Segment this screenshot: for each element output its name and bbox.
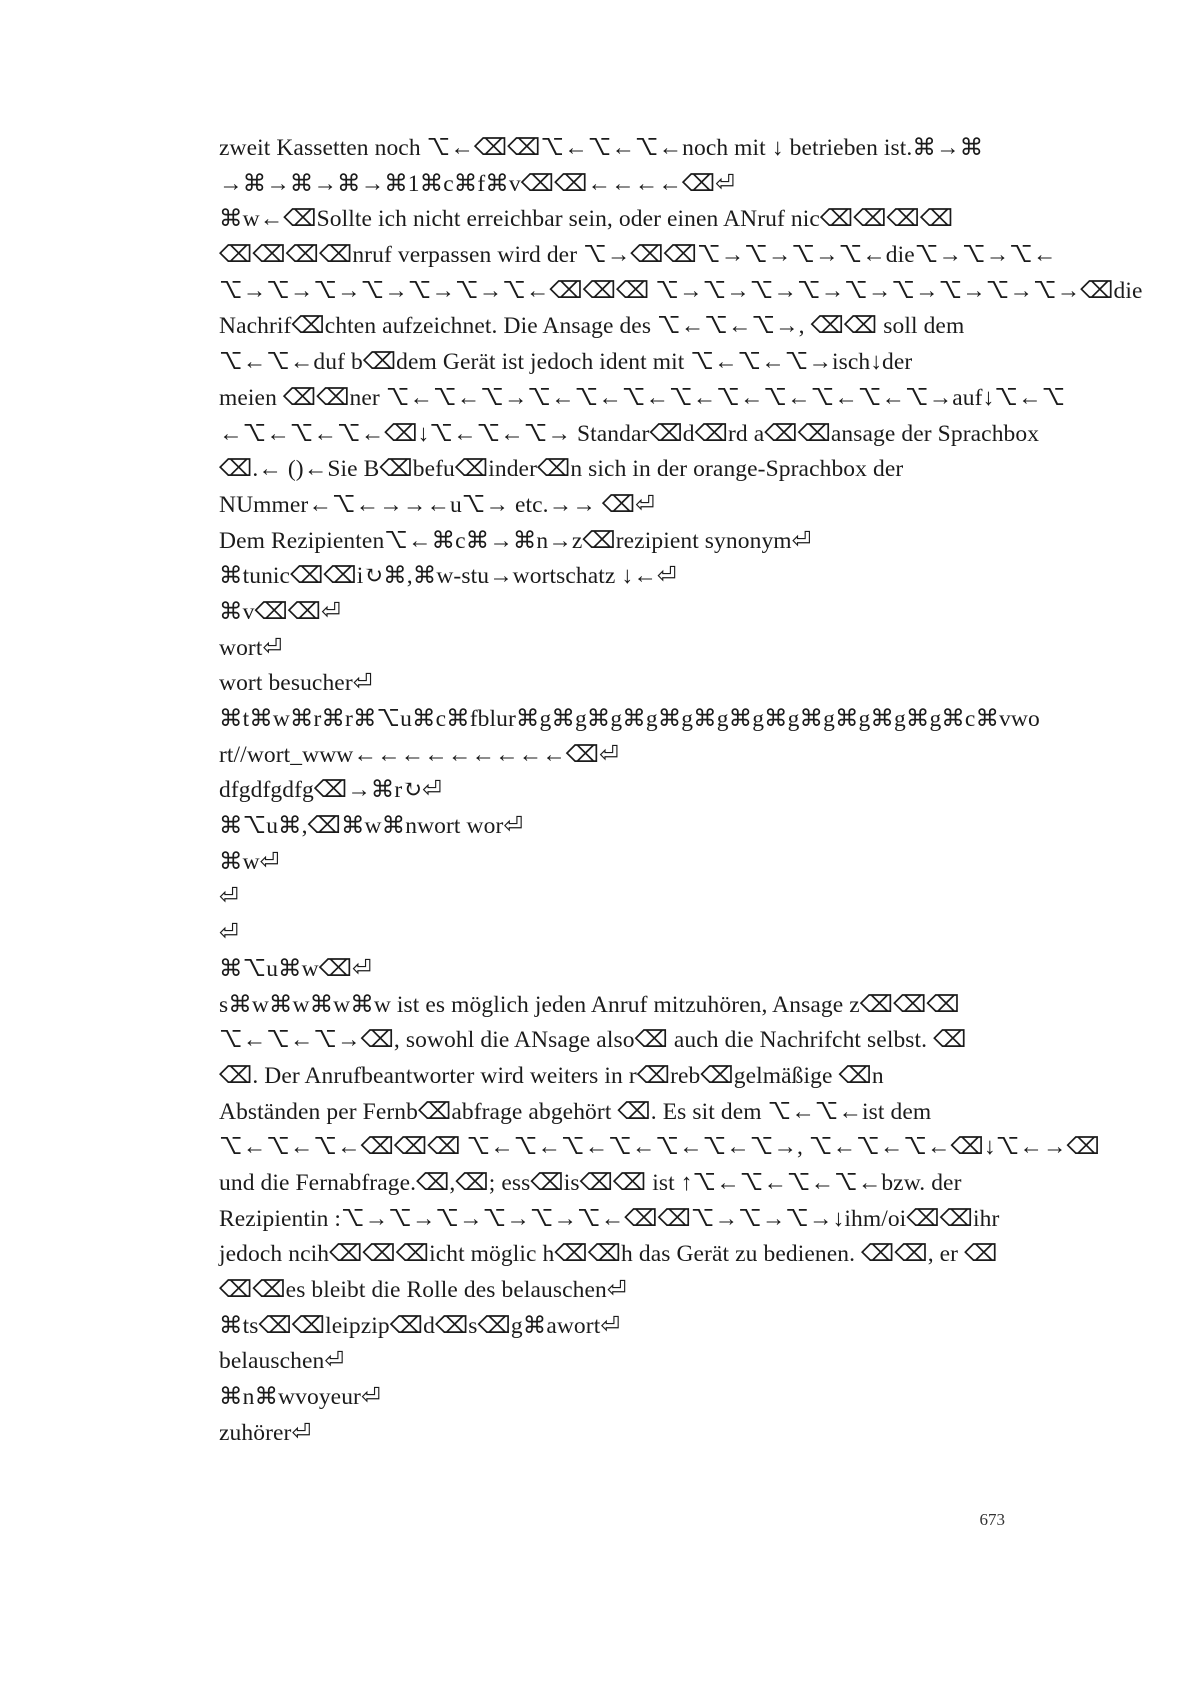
text-line: belauschen⏎ — [219, 1348, 345, 1375]
text-line: ⌘⌥u⌘,⌫⌘w⌘nwort wor⏎ — [219, 813, 524, 840]
text-line: →⌘→⌘→⌘→⌘1⌘c⌘f⌘v⌫⌫←←←←⌫⏎ — [219, 170, 735, 197]
text-line: ⌫⌫es bleibt die Rolle des belauschen⏎ — [219, 1277, 627, 1303]
text-line: und die Fernabfrage.⌫,⌫; ess⌫is⌫⌫ ist ↑⌥←⌥←⌥←⌥←bzw. der — [219, 1169, 962, 1196]
text-line: ⌫.← ()←Sie B⌫befu⌫inder⌫n sich in der orange-Sprachbox der — [219, 456, 904, 483]
text-line: dfgdfgdfg⌫→⌘r↻⏎ — [219, 777, 442, 804]
text-line: rt//wort_www←←←←←←←←←⌫⏎ — [219, 741, 619, 768]
text-line: ⌘ts⌫⌫leipzip⌫d⌫s⌫g⌘awort⏎ — [219, 1312, 621, 1339]
text-line: ⌘tunic⌫⌫i↻⌘,⌘w-stu→wortschatz ↓←⏎ — [219, 563, 677, 590]
text-line: ⌘t⌘w⌘r⌘r⌘⌥u⌘c⌘fblur⌘g⌘g⌘g⌘g⌘g⌘g⌘g⌘g⌘g⌘g⌘g⌘g⌘c⌘vwo — [219, 706, 1040, 732]
text-line: ⌥←⌥←duf b⌫dem Gerät ist jedoch ident mit ⌥←⌥←⌥→isch↓der — [219, 349, 913, 376]
page-number: 673 — [979, 1510, 1005, 1529]
text-line: zweit Kassetten noch ⌥←⌫⌫⌥←⌥←⌥←noch mit ↓ betrieben ist.⌘→⌘ — [219, 135, 984, 161]
text-line: ⌘⌥u⌘w⌫⏎ — [219, 955, 372, 982]
text-line: ⏎ — [219, 884, 239, 911]
text-line: Rezipientin :⌥→⌥→⌥→⌥→⌥→⌥←⌫⌫⌥→⌥→⌥→↓ihm/oi⌫⌫ihr — [219, 1205, 1000, 1232]
text-line: ←⌥←⌥←⌥←⌫↓⌥←⌥←⌥→ Standar⌫d⌫rd a⌫⌫ansage der Sprachbox — [219, 420, 1040, 447]
text-line: ⏎ — [219, 920, 239, 947]
text-line: wort⏎ — [219, 634, 283, 661]
text-line: jedoch ncih⌫⌫⌫icht möglic h⌫⌫h das Gerät zu bedienen. ⌫⌫, er ⌫ — [219, 1241, 998, 1268]
body-text — [219, 131, 1143, 1451]
text-line: wort besucher⏎ — [219, 670, 373, 697]
text-line: ⌫. Der Anrufbeantworter wird weiters in r⌫reb⌫gelmäßige ⌫n — [219, 1062, 884, 1089]
text-line: ⌘n⌘wvoyeur⏎ — [219, 1384, 381, 1411]
text-line: ⌘w⏎ — [219, 848, 280, 875]
text-line: ⌥→⌥→⌥→⌥→⌥→⌥→⌥←⌫⌫⌫ ⌥→⌥→⌥→⌥→⌥→⌥→⌥→⌥→⌥→⌫die — [219, 277, 1143, 304]
text-line: meien ⌫⌫ner ⌥←⌥←⌥→⌥←⌥←⌥←⌥←⌥←⌥←⌥←⌥←⌥→auf↓⌥←⌥ — [219, 384, 1066, 411]
text-line: ⌘v⌫⌫⏎ — [219, 598, 341, 625]
text-line: s⌘w⌘w⌘w⌘w ist es möglich jeden Anruf mitzuhören, Ansage z⌫⌫⌫ — [219, 991, 960, 1018]
text-line: zuhörer⏎ — [219, 1419, 312, 1446]
text-line: NUmmer←⌥←→→←u⌥→ etc.→→ ⌫⏎ — [219, 491, 655, 518]
text-line: ⌘w←⌫Sollte ich nicht erreichbar sein, oder einen ANruf nic⌫⌫⌫⌫ — [219, 206, 954, 233]
text-line: Nachrif⌫chten aufzeichnet. Die Ansage des ⌥←⌥←⌥→, ⌫⌫ soll dem — [219, 313, 965, 340]
text-line: ⌫⌫⌫⌫nruf verpassen wird der ⌥→⌫⌫⌥→⌥→⌥→⌥←die⌥→⌥→⌥← — [219, 242, 1057, 269]
text-line: Dem Rezipienten⌥←⌘c⌘→⌘n→z⌫rezipient synonym⏎ — [219, 527, 812, 554]
text-line: Abständen per Fernb⌫abfrage abgehört ⌫. Es sit dem ⌥←⌥←ist dem — [219, 1098, 932, 1125]
text-line: ⌥←⌥←⌥→⌫, sowohl die ANsage also⌫ auch die Nachrifcht selbst. ⌫ — [219, 1027, 967, 1054]
text-line: ⌥←⌥←⌥←⌫⌫⌫ ⌥←⌥←⌥←⌥←⌥←⌥←⌥→, ⌥←⌥←⌥←⌫↓⌥←→⌫ — [219, 1134, 1100, 1161]
